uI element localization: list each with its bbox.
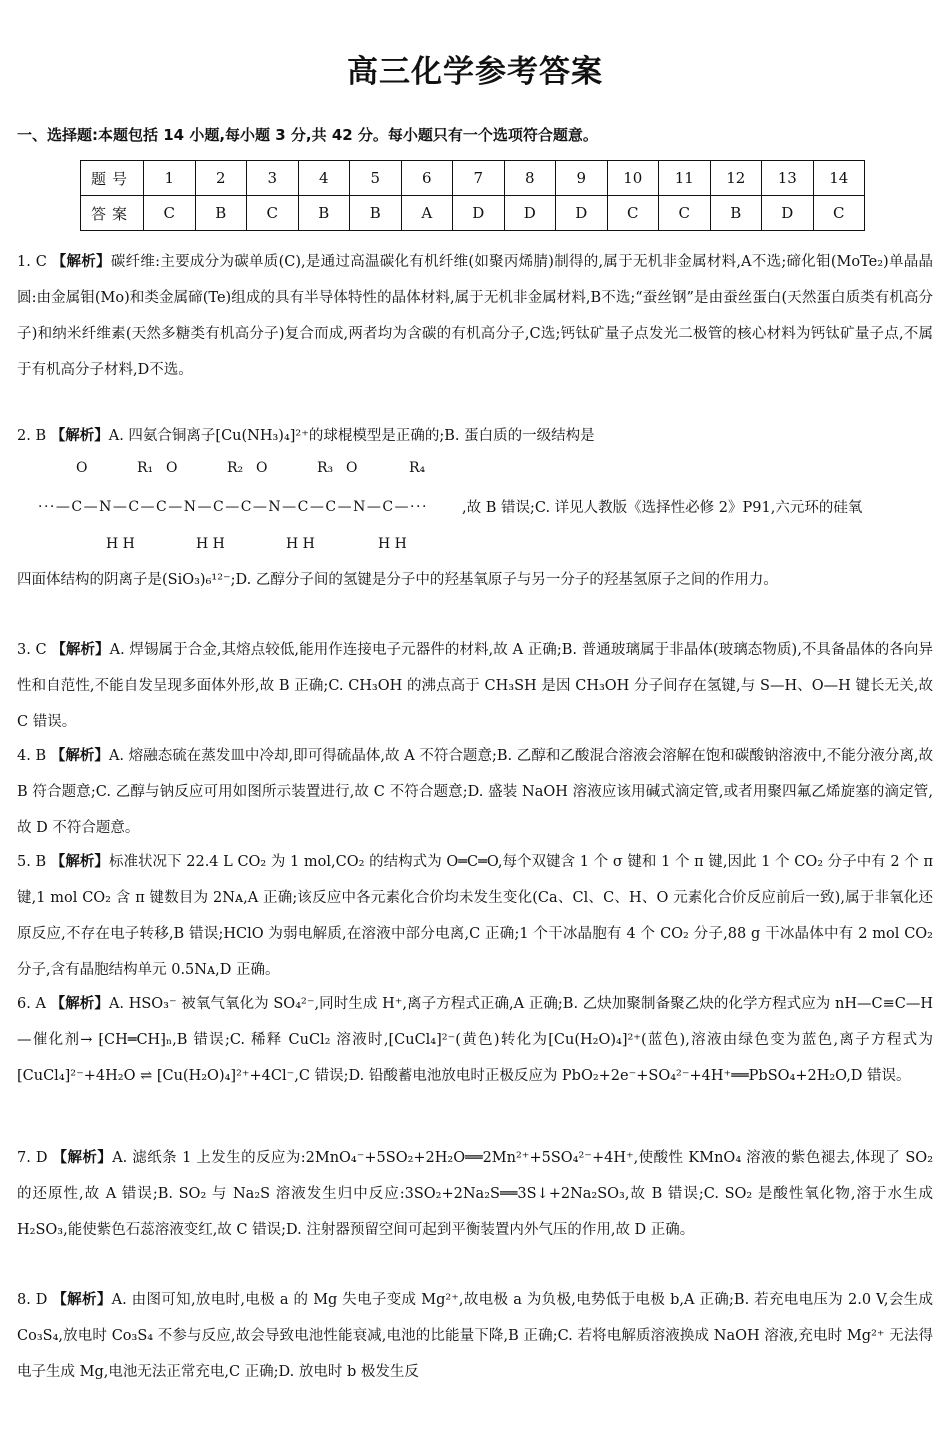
question-number: 3. C [17,642,47,658]
formula-chain: ···—C—N—C—C—N—C—C—N—C—C—N—C—··· [38,499,428,515]
analysis-tag: 【解析】 [52,1150,113,1166]
peptide-structure-formula [38,460,458,555]
table-cell: 9 [556,161,608,196]
table-cell: B [195,196,247,231]
page-title: 高三化学参考答案 [347,54,603,90]
formula-O: O [256,460,268,476]
explanation-2 [17,418,933,454]
table-cell: 3 [247,161,299,196]
table-cell: C [659,196,711,231]
question-number: 5. B [17,854,47,870]
table-cell: 1 [144,161,196,196]
table-cell: 5 [350,161,402,196]
table-cell: 13 [762,161,814,196]
explanation-8 [17,1282,933,1390]
formula-R1: R₁ [137,460,154,476]
table-cell: 2 [195,161,247,196]
analysis-tag: 【解析】 [51,254,111,270]
explanation-6 [17,986,933,1094]
answer-table [80,160,865,231]
table-cell: 11 [659,161,711,196]
question-number: 1. C [17,254,47,270]
question-number: 4. B [17,748,47,764]
analysis-tag: 【解析】 [50,748,109,764]
analysis-tag: 【解析】 [50,996,109,1012]
analysis-tag: 【解析】 [52,1292,112,1308]
table-cell: D [762,196,814,231]
formula-R3: R₃ [317,460,334,476]
table-cell: 4 [298,161,350,196]
explanation-text: A. 滤纸条 1 上发生的反应为:2MnO₄⁻+5SO₂+2H₂O══2Mn²⁺+5SO₄²⁻+4H⁺,使酸性 KMnO₄ 溶液的紫色褪去,体现了 SO₂ 的还原性,故 A 错误;B. SO₂ 与 Na₂S 溶液发生归中反应:3SO₂+2Na₂S══3S↓+2Na₂SO₃,故 B 错误;C. SO₂ 是酸性氧化物,溶于水生成 H₂SO₃,能使紫色石蕊溶液变红,故 C 错误;D. 注射器预留空间可起到平衡装置内外气压的作用,故 D 正确。 [17,1150,934,1238]
explanation-text: 标准状况下 22.4 L CO₂ 为 1 mol,CO₂ 的结构式为 O═C═O,每个双键含 1 个 σ 键和 1 个 π 键,因此 1 个 CO₂ 分子中有 2 个 π 键,1 mol CO₂ 含 π 键数目为 2Nᴀ,A 正确;该反应中各元素化合价均未发生变化(Ca、Cl、C、H、O 元素化合价反应前后一致),属于非氧化还原反应,不存在电子转移,B 错误;HClO 为弱电解质,在溶液中部分电离,C 正确;1 个干冰晶胞有 4 个 CO₂ 分子,88 g 干冰晶体中有 2 mol CO₂ 分子,含有晶胞结构单元 0.5Nᴀ,D 正确。 [17,854,934,978]
explanation-text: A. 四氨合铜离子[Cu(NH₃)₄]²⁺的球棍模型是正确的;B. 蛋白质的一级结构是 [108,428,595,444]
explanation-text: A. 焊锡属于合金,其熔点较低,能用作连接电子元器件的材料,故 A 正确;B. 普通玻璃属于非晶体(玻璃态物质),不具备晶体的各向异性和自范性,不能自发呈现多面体外形,故 B 正确;C. CH₃OH 的沸点高于 CH₃SH 是因 CH₃OH 分子间存在氢键,与 S—H、O—H 键长无关,故 C 错误。 [17,642,933,730]
explanation-text: A. HSO₃⁻ 被氧气氧化为 SO₄²⁻,同时生成 H⁺,离子方程式正确,A 正确;B. 乙炔加聚制备聚乙炔的化学方程式应为 nH—C≡C—H —催化剂→ ⁅CH═CH⁆ₙ,B 错误;C. 稀释 CuCl₂ 溶液时,[CuCl₄]²⁻(黄色)转化为[Cu(H₂O)₄]²⁺(蓝色),溶液由绿色变为蓝色,离子方程式为[CuCl₄]²⁻+4H₂O ⇌ [Cu(H₂O)₄]²⁺+4Cl⁻,C 错误;D. 铅酸蓄电池放电时正极反应为 PbO₂+2e⁻+SO₄²⁻+4H⁺══PbSO₄+2H₂O,D 错误。 [17,996,934,1084]
question-number: 7. D [17,1150,48,1166]
formula-H: H H [286,536,315,552]
question-number: 2. B [17,428,47,444]
table-cell: 14 [813,161,865,196]
explanation-2-tail: ,故 B 错误;C. 详见人教版《选择性必修 2》P91,六元环的硅氧 [462,500,863,516]
explanation-3 [17,632,933,740]
formula-R2: R₂ [227,460,244,476]
table-cell: 10 [607,161,659,196]
table-cell: D [556,196,608,231]
analysis-tag: 【解析】 [51,642,110,658]
table-cell: 12 [710,161,762,196]
formula-O: O [76,460,88,476]
table-cell: 6 [401,161,453,196]
explanation-text: A. 由图可知,放电时,电极 a 的 Mg 失电子变成 Mg²⁺,故电极 a 为负极,电势低于电极 b,A 正确;B. 若充电电压为 2.0 V,会生成 Co₃S₄,放电时 Co₃S₄ 不参与反应,故会导致电池性能衰减,电池的比能量下降,B 正确;C. 若将电解质溶液换成 NaOH 溶液,充电时 Mg²⁺ 无法得电子生成 Mg,电池无法正常充电,C 正确;D. 放电时 b 极发生反 [17,1292,933,1380]
table-cell: B [298,196,350,231]
table-cell: C [813,196,865,231]
explanation-1 [17,244,933,388]
analysis-tag: 【解析】 [50,854,109,870]
table-cell: C [607,196,659,231]
formula-H: H H [196,536,225,552]
table-row-answers [81,196,865,231]
table-cell: C [144,196,196,231]
question-number: 6. A [17,996,46,1012]
formula-H: H H [106,536,135,552]
table-cell: 8 [504,161,556,196]
explanation-text: 碳纤维:主要成分为碳单质(C),是通过高温碳化有机纤维(如聚丙烯腈)制得的,属于无机非金属材料,A不选;碲化钼(MoTe₂)单晶晶圆:由金属钼(Mo)和类金属碲(Te)组成的具有半导体特性的晶体材料,属于无机非金属材料,B不选;“蚕丝钢”是由蚕丝蛋白(天然蛋白质类有机高分子)和纳米纤维素(天然多糖类有机高分子)复合而成,两者均为含碳的有机高分子,C选;钙钛矿量子点发光二极管的核心材料为钙钛矿量子点,不属于有机高分子材料,D不选。 [17,254,934,378]
formula-O: O [166,460,178,476]
table-cell: C [247,196,299,231]
explanation-4 [17,738,933,846]
formula-O: O [346,460,358,476]
analysis-tag: 【解析】 [50,428,109,444]
formula-H: H H [378,536,407,552]
table-cell: B [350,196,402,231]
table-cell: A [401,196,453,231]
explanation-text: A. 熔融态硫在蒸发皿中冷却,即可得硫晶体,故 A 不符合题意;B. 乙醇和乙酸混合溶液会溶解在饱和碳酸钠溶液中,不能分液分离,故 B 符合题意;C. 乙醇与钠反应可用如图所示装置进行,故 C 不符合题意;D. 盛装 NaOH 溶液应该用碱式滴定管,或者用聚四氟乙烯旋塞的滴定管,故 D 不符合题意。 [17,748,934,836]
section-heading: 一、选择题:本题包括 14 小题,每小题 3 分,共 42 分。每小题只有一个选项符合题意。 [17,126,598,144]
table-cell: B [710,196,762,231]
row-label-answer: 答案 [81,196,144,231]
explanation-2-cont: 四面体结构的阴离子是(SiO₃)₆¹²⁻;D. 乙醇分子间的氢键是分子中的羟基氧原子与另一分子的羟基氢原子之间的作用力。 [17,572,778,588]
table-cell: 7 [453,161,505,196]
formula-R4: R₄ [409,460,426,476]
explanation-7 [17,1140,933,1248]
row-label-number: 题号 [81,161,144,196]
table-row-numbers [81,161,865,196]
table-cell: D [504,196,556,231]
table-cell: D [453,196,505,231]
explanation-5 [17,844,933,988]
question-number: 8. D [17,1292,48,1308]
